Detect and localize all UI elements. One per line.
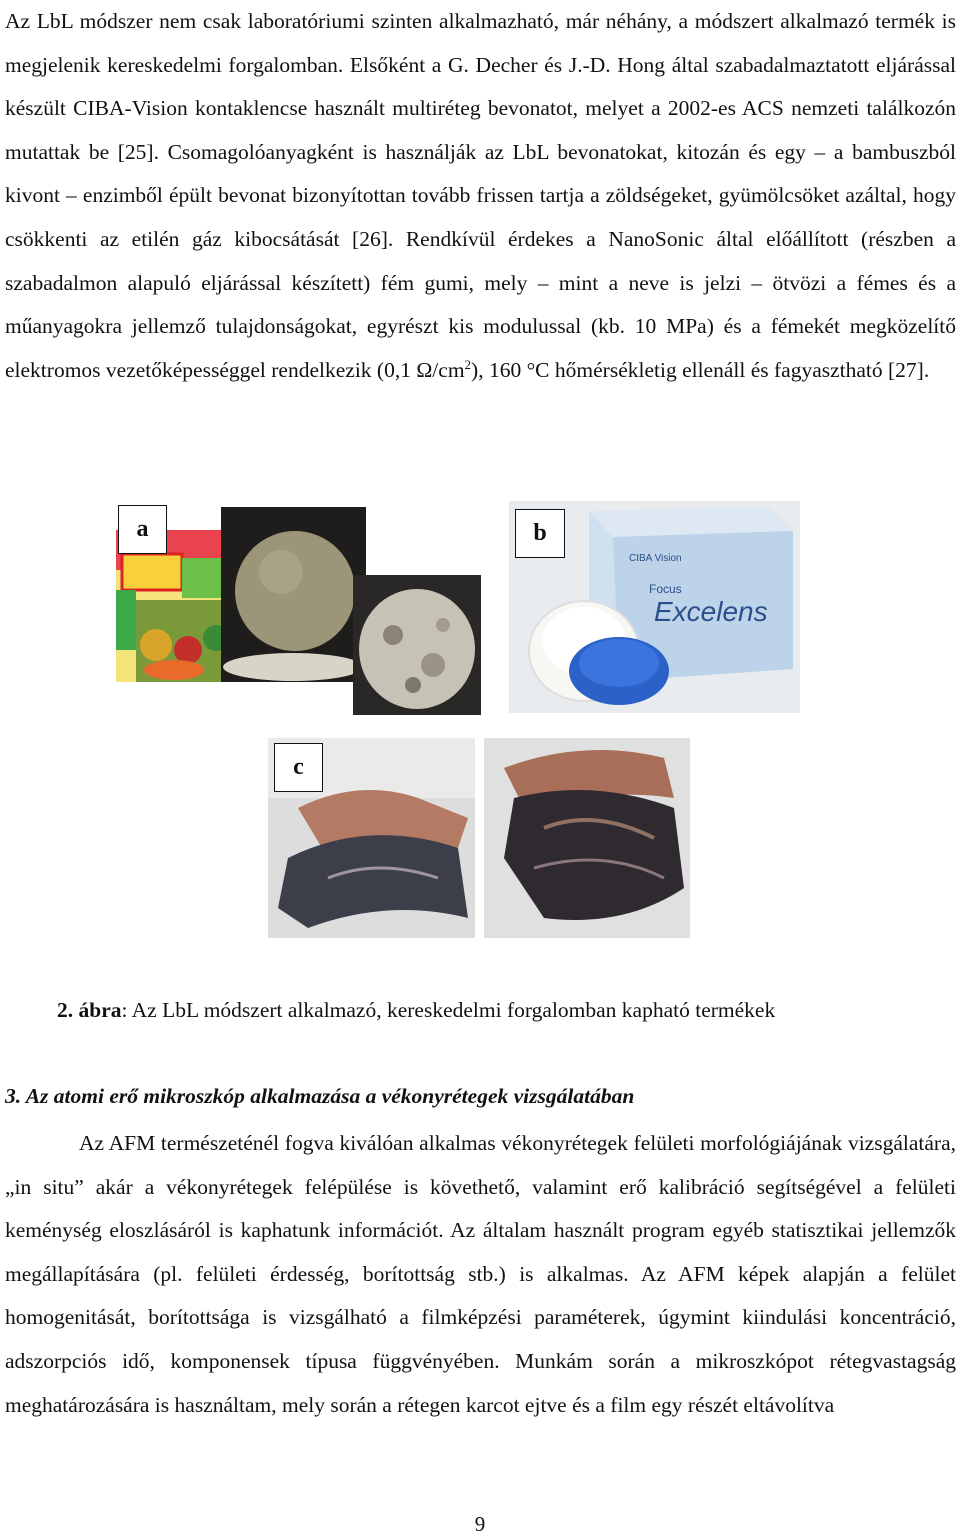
section-title: 3. Az atomi erő mikroszkóp alkalmazása a vékonyrétegek vizsgálatában	[5, 1084, 635, 1108]
figure-a-melon-fresh	[221, 507, 366, 682]
page-number: 9	[474, 1512, 486, 1536]
paragraph-afm: Az AFM természeténél fogva kiválóan alkalmas vékonyrétegek felületi morfológiájának vizsgálatára, „in situ” akár a vékonyrétegek felépülése is követhető, valamint erő kalibráció segítségével a felületi keménység eloszlásáról is kaphatunk információt. Az általam használt program egyéb statisztikai jellemzők megállapítására (pl. felületi érdesség, borítottság stb.) is alkalmas. Az AFM képek alapján a felület homogenitását, borítottsága is vizsgálható a filmképzési paraméterek, úgymint kiindulási koncentráció, adszorpciós idő, komponensek típusa függvényében. Munkám során a mikroszkópot rétegvastagság meghatározására is használtam, mely során a rétegen karcot ejtve és a film egy részét eltávolítva	[5, 1131, 956, 1417]
figure-c-metal-rubber-right	[484, 738, 690, 938]
figure-label-b: b	[515, 509, 565, 558]
caption-text: : Az LbL módszert alkalmazó, kereskedelmi forgalomban kapható termékek	[121, 998, 776, 1022]
paragraph-text: Az LbL módszer nem csak laboratóriumi szinten alkalmazható, már néhány, a módszert alkalmazó termék is megjelenik kereskedelmi forgalomban. Elsőként a G. Decher és J.-D. Hong által szabadalmaztatott eljárással készült CIBA-Vision kontaklencse használt multiréteg bevonatot, melyet a 2002-es ACS nemzeti találkozón mutattak be [25]. Csomagolóanyagként is használják az LbL bevonatokat, kitozán és egy – a bambuszból kivont – enzimből épült bevonat bizonyítottan tovább frissen tartja a zöldségeket, gyümölcsöket azáltal, hogy csökkenti az etilén gáz kibocsátását [26]. Rendkívül érdekes a NanoSonic által előállított (részben a szabadalmon alapuló eljárással készített) fém gumi, mely – mint a neve is jelzi – ötvözi a fémes és a műanyagokra jellemző tulajdonságokat, egyrészt kis modulussal (kb. 10 MPa) és a fémekét megközelítő elektromos vezetőképességgel rendelkezik (0,1 Ω/cm	[5, 9, 956, 382]
paragraph-text-end: ), 160 °C hőmérsékletig ellenáll és fagyasztható [27].	[471, 357, 930, 382]
superscript: 2	[464, 356, 472, 372]
lens-box-focus: Focus	[649, 582, 682, 596]
paragraph-lbl-products	[5, 0, 956, 392]
lens-box-text: Excelens	[654, 596, 768, 627]
figure-caption	[57, 998, 775, 1023]
figure-a-melon-moldy	[353, 575, 481, 715]
figure-label-c: c	[274, 743, 323, 792]
lens-box-brand: CIBA Vision	[629, 553, 682, 564]
figure-label-a: a	[118, 505, 167, 554]
caption-number: 2. ábra	[57, 998, 122, 1022]
